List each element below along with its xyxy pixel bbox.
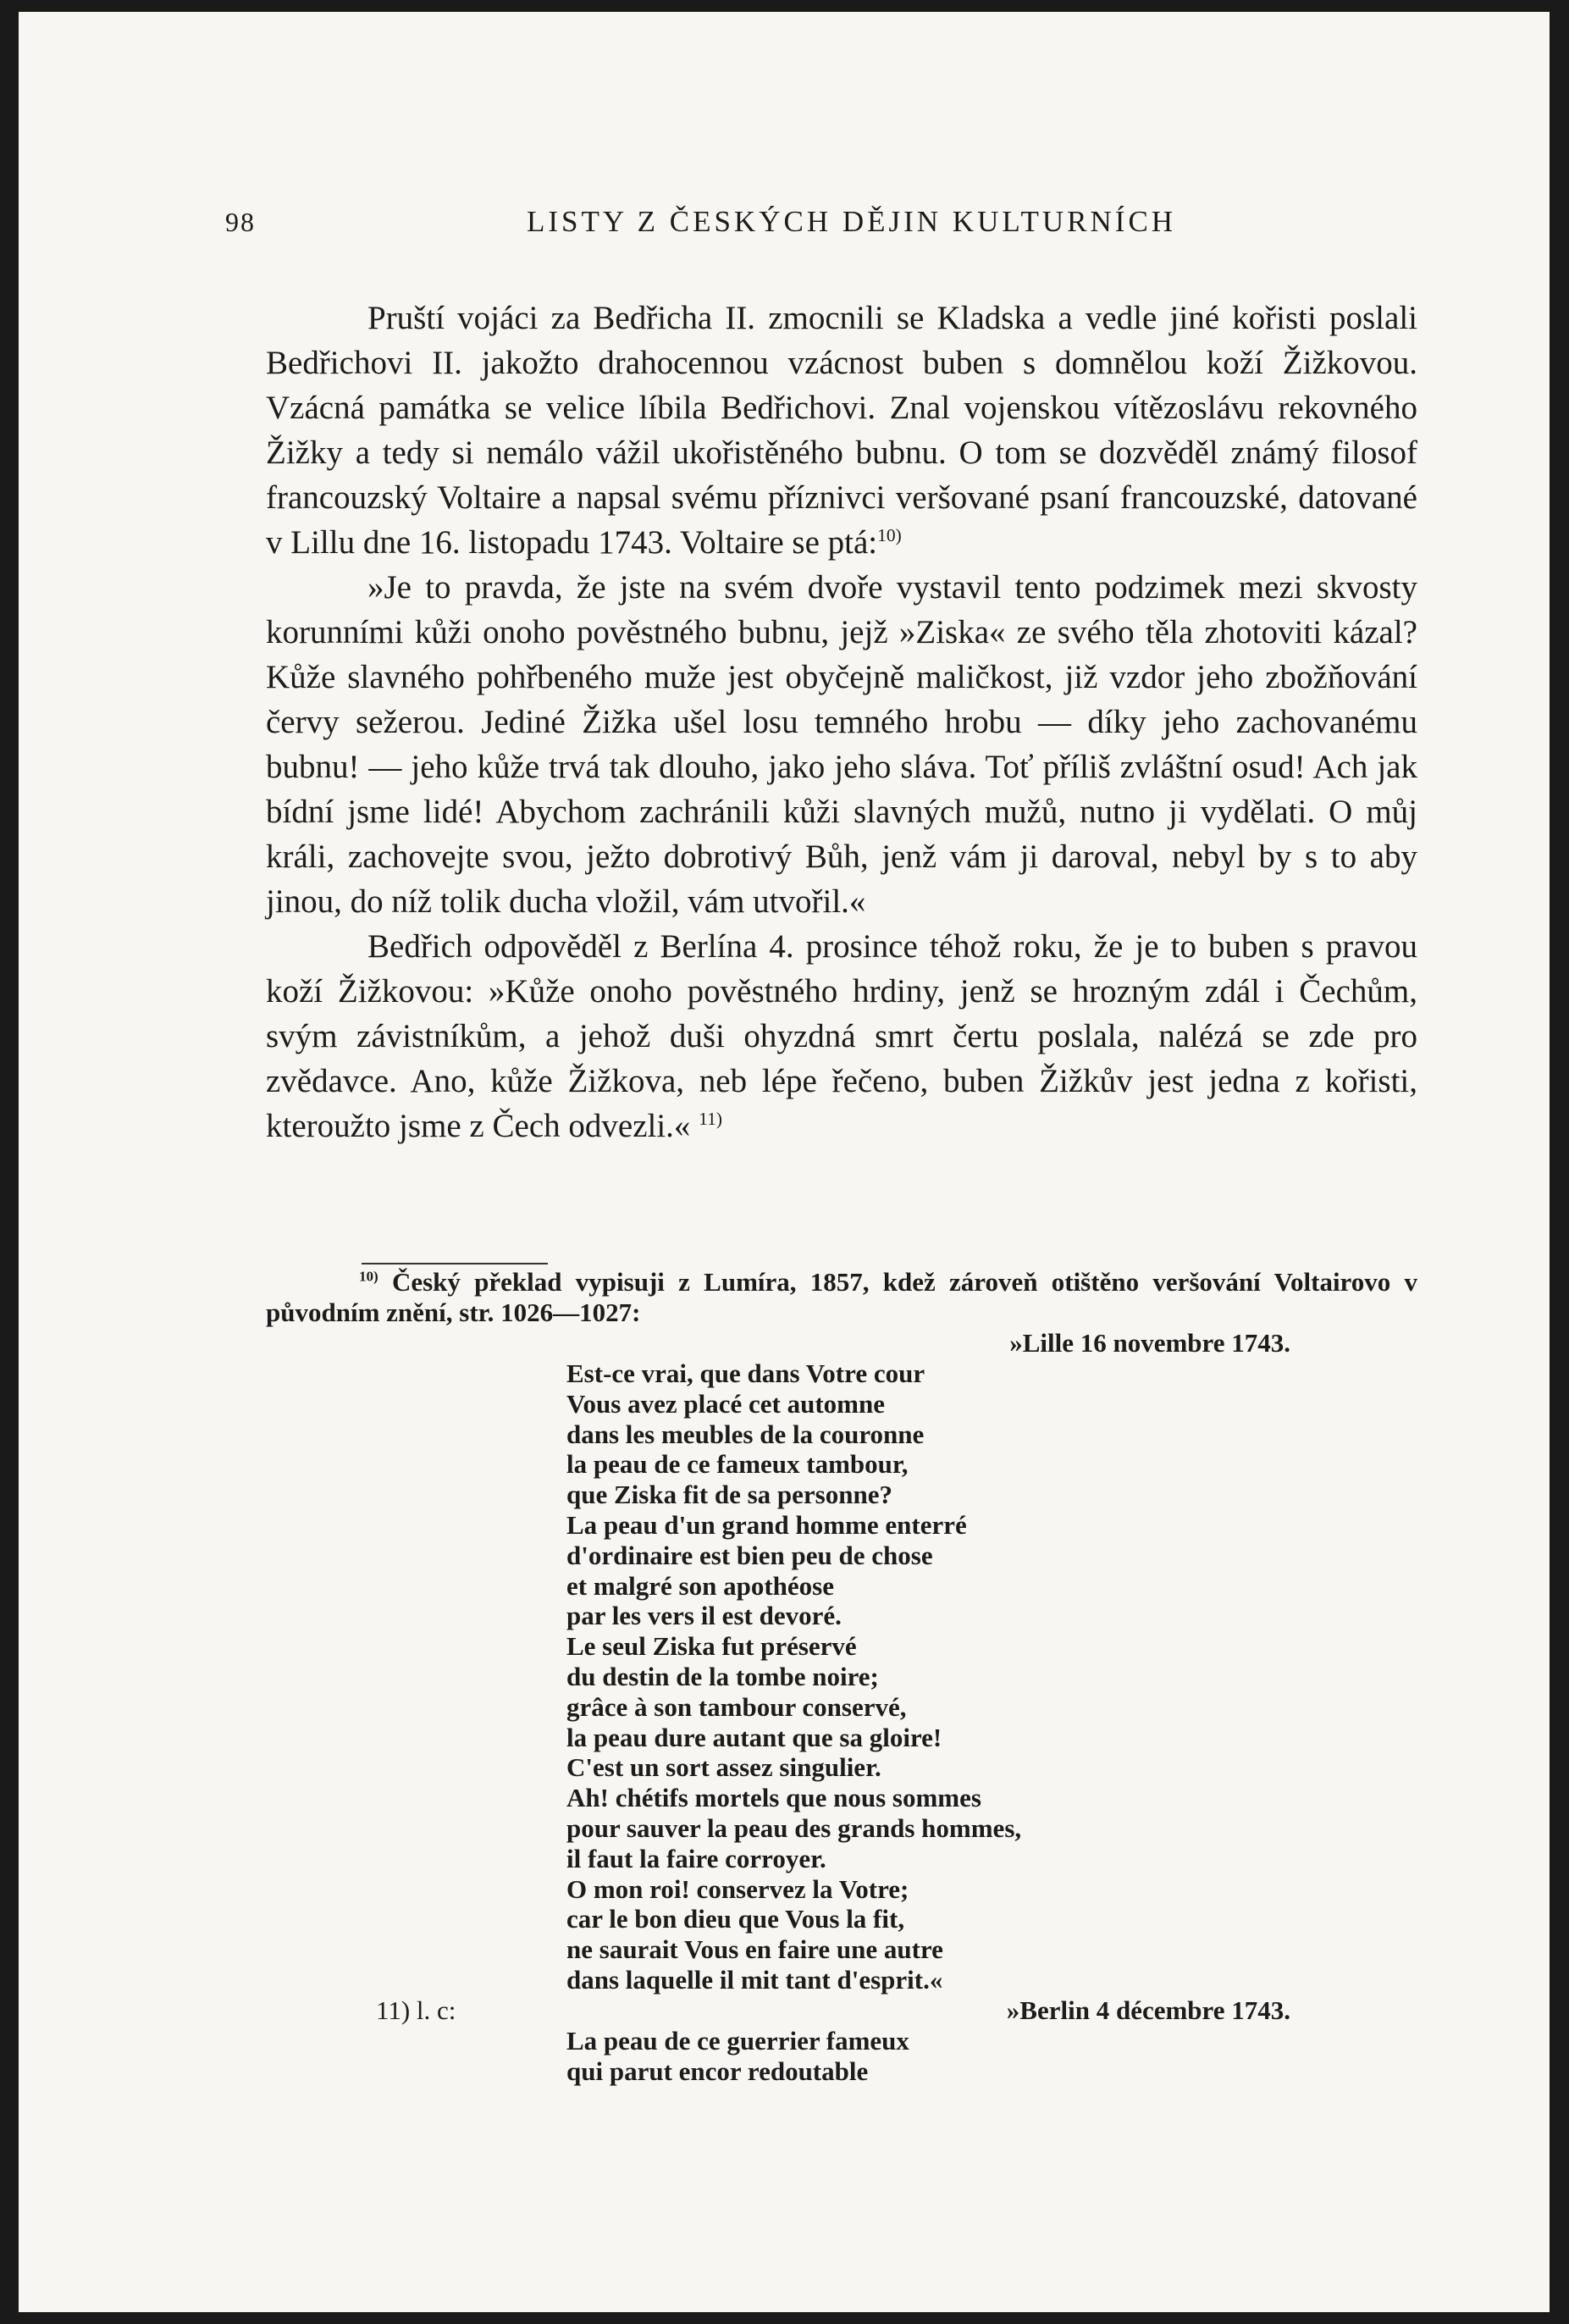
main-text [266,296,1417,1148]
verse-line: La peau d'un grand homme enterré [566,1509,967,1540]
verse-line: dans laquelle il mit tant d'esprit.« [566,1964,943,1995]
footnote-marker: 11) l. c: [376,1995,456,2025]
footnote-divider [362,1263,548,1264]
book-page [19,12,1550,2312]
page-header [19,200,1550,242]
verse-line: et malgré son apothéose [566,1570,834,1601]
verse-line: dans les meubles de la couronne [566,1419,925,1449]
paragraph-text: Pruští vojáci za Bedřicha II. zmocnili se Kladska a vedle jiné kořisti poslali Bedřichovi II. jakožto drahocennou vzácnost buben s domnělou koží Žižkovou. Vzácná památka se velice líbila Bedřichovi. Znal vojenskou vítězoslávu rekovného Žižky a tedy si nemálo vážil ukořistěného bubnu. O tom se dozvěděl známý filosof francouzský Voltaire a napsal svému příznivci veršované psaní francouzské, datované v Lillu dne 16. listopadu 1743. Voltaire se ptá: [266,300,1417,561]
verse-line: il faut la faire corroyer. [566,1843,826,1873]
running-title: LISTY Z ČESKÝCH DĚJIN KULTURNÍCH [527,205,1177,238]
paragraph [266,296,1417,565]
verse-line: par les vers il est devoré. [566,1601,842,1631]
verse-line: la peau dure autant que sa gloire! [566,1722,942,1752]
verse-line: C'est un sort assez singulier. [566,1752,881,1783]
verse-block [566,2026,1417,2087]
footnote-ref: 11) [699,1109,722,1129]
verse-block [566,1358,1417,1995]
verse-line: pour sauver la peau des grands hommes, [566,1812,1022,1843]
verse-line: Le seul Ziska fut préservé [566,1631,857,1662]
footnote-10 [266,1267,1417,1328]
footnote-11 [266,1995,1417,2026]
verse-line: grâce à son tambour conservé, [566,1691,907,1722]
verse-line: que Ziska fit de sa personne? [566,1480,892,1510]
paragraph-text: Bedřich odpověděl z Berlína 4. prosince téhož roku, že je to buben s pravou koží Žižkovou: »Kůže onoho pověstného hrdiny, jenž se hrozným zdál i Čechům, svým závistníkům, a jehož duši ohyzdná smrt čertu poslala, nalézá se zde pro zvědavce. Ano, kůže Žižkova, neb lépe řečeno, buben Žižkův jest jedna z kořisti, kteroužto jsme z Čech odvezli.« [266,928,1417,1144]
footnote-ref: 10) [877,525,902,545]
verse-line: du destin de la tombe noire; [566,1661,879,1691]
footnote-marker: 10) [359,1268,378,1285]
paragraph [266,924,1417,1148]
verse-line: Ah! chétifs mortels que nous sommes [566,1783,981,1813]
verse-line: d'ordinaire est bien peu de chose [566,1540,933,1570]
paragraph-text: »Je to pravda, že jste na svém dvoře vystavil tento podzimek mezi skvosty korunními kůži onoho pověstného bubnu, jejž »Ziska« ze svého těla zhotoviti kázal? Kůže slavného pohřbeného muže jest obyčejně maličkost, již vzdor jeho zbožňování červy sežerou. Jediné Žižka ušel losu temného hrobu — díky jeho zachovanému bubnu! — jeho kůže trvá tak dlouho, jako jeho sláva. Toť příliš zvláštní osud! Ach jak bídní jsme lidé! Abychom zachránili kůži slavných mužů, nutno ji vydělati. O můj králi, zachovejte svou, ježto dobrotivý Bůh, jenž vám ji daroval, nebyl by s to aby jinou, do níž tolik ducha vložil, vám utvořil.« [266,569,1417,920]
page-number: 98 [225,207,256,237]
verse-line: O mon roi! conservez la Votre; [566,1873,909,1904]
verse-line: la peau de ce fameux tambour, [566,1449,909,1480]
paragraph [266,565,1417,924]
verse-line: qui parut encor redoutable [566,2056,869,2086]
dateline: »Lille 16 novembre 1743. [1009,1328,1290,1358]
verse-line: Est-ce vrai, que dans Votre cour [566,1358,925,1388]
footnote-text: Český překlad vypisuji z Lumíra, 1857, kdež zároveň otištěno veršování Voltairovo v původním znění, str. 1026—1027: [266,1267,1418,1327]
verse-line: Vous avez placé cet automne [566,1388,885,1419]
verse-line: La peau de ce guerrier fameux [566,2025,909,2056]
verse-line: car le bon dieu que Vous la fit, [566,1904,905,1934]
verse-line: ne saurait Vous en faire une autre [566,1934,943,1965]
dateline: »Berlin 4 décembre 1743. [1006,1995,1290,2025]
footnotes [266,1267,1417,2086]
